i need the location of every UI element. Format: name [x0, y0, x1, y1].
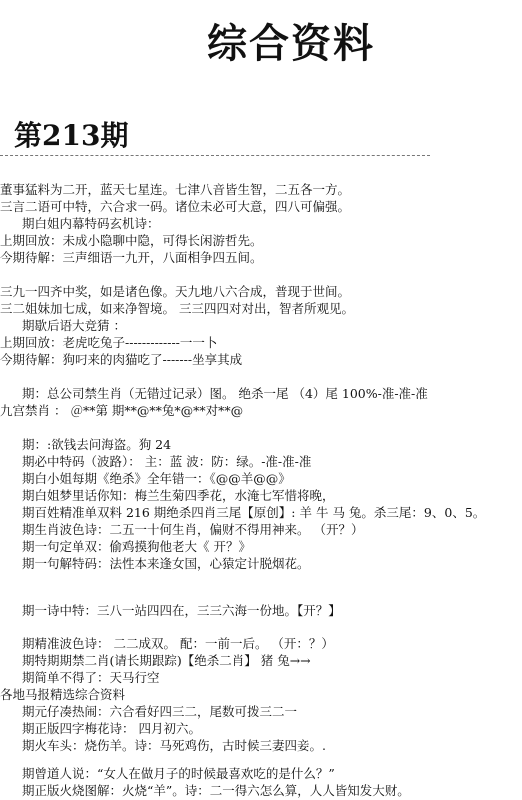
text-line: 期正版火烧图解：火烧“羊”。诗：二一得六怎么算，人人皆知发大财。	[22, 783, 410, 798]
text-line: 期特期期禁二肖(请长期跟踪)【绝杀二肖】 猪 兔→→	[22, 653, 311, 668]
text-line: 期曾道人说：“女人在做月子的时候最喜欢吃的是什么？”	[22, 766, 335, 781]
text-line: 今期待解：三声细语一九开，八面相争四五间。	[0, 250, 263, 265]
text-line: 期百姓精准单双料 216 期绝杀四肖三尾【原创】: 羊 牛 马 兔。杀三尾：9、0、5。	[22, 505, 486, 520]
text-line: 期正版四字梅花诗： 四月初六。	[22, 721, 201, 736]
text-line: 期必中特码（波路）： 主：蓝 波：防：绿。-准-准-准	[22, 454, 312, 469]
text-line: 期白小姐每期《绝杀》全年错一：《@@羊@@》	[22, 471, 291, 486]
text-line: 期元仔凑热闹：六合看好四三二，尾数可拨三二一	[22, 704, 298, 719]
text-line: 上期回放：未成小隐聊中隐，可得长闲游哲先。	[0, 233, 263, 248]
text-line: 期白姐梦里话你知：梅兰生菊四季花，水淹七军惜将晚，	[22, 488, 335, 503]
text-line: 九宫禁肖 ： ＠**第 期**@**兔*@**对**@	[0, 403, 244, 418]
text-line: 期火车头：烧伤羊。诗：马死鸡伤，古时候三妻四妾。.	[22, 738, 326, 753]
text-line: 期一句定单双：偷鸡摸狗他老大《 开？》	[22, 539, 251, 554]
section-heading: 各地马报精选综合资料	[0, 687, 126, 702]
issue-number: 第213期	[14, 119, 129, 152]
text-line: 期生肖波色诗：二五一十何生肖，偏财不得用神来。 （开？）	[22, 522, 364, 537]
text-line: 期一诗中特：三八一站四四在，三三六海一份地。【开？】	[22, 603, 341, 618]
text-line: 上期回放：老虎吃兔子-------------一一卜	[0, 335, 218, 350]
text-line: 期：总公司禁生肖（无错过记录）图。 绝杀一尾 （4）尾 100%-准-准-准	[22, 386, 428, 401]
text-line: 期精准波色诗： 二二成双。 配：一前一后。 （开：？）	[22, 636, 334, 651]
text-line: 今期待解：狗叼来的肉猫吃了-------坐享其成	[0, 352, 243, 367]
text-line: 期歇后语大竞猜 ：	[22, 318, 126, 333]
text-line: 期：:欲钱去问海盗。狗 24	[22, 437, 172, 452]
text-line: 期白姐内幕特码玄机诗：	[22, 216, 160, 231]
text-line: 期简单不得了：天马行空	[22, 670, 160, 685]
text-line: 三言二语可中特，六合求一码。诸位未必可大意，四八可偏强。	[0, 199, 351, 214]
text-line: 董事猛料为二开，蓝天七星连。七津八音皆生智，二五各一方。	[0, 182, 351, 197]
text-line: 期一句解特码：法性本来逢女国，心猿定计脱烟花。	[22, 556, 310, 571]
text-line: 三九一四齐中奖，如是诸色像。天九地八六合成，普现于世间。	[0, 284, 351, 299]
dashed-divider	[0, 155, 430, 156]
page-title: 综合资料	[207, 20, 375, 67]
text-line: 三二姐妹加七成，如来净智境。 三三四四对对出，智者所观见。	[0, 301, 354, 316]
